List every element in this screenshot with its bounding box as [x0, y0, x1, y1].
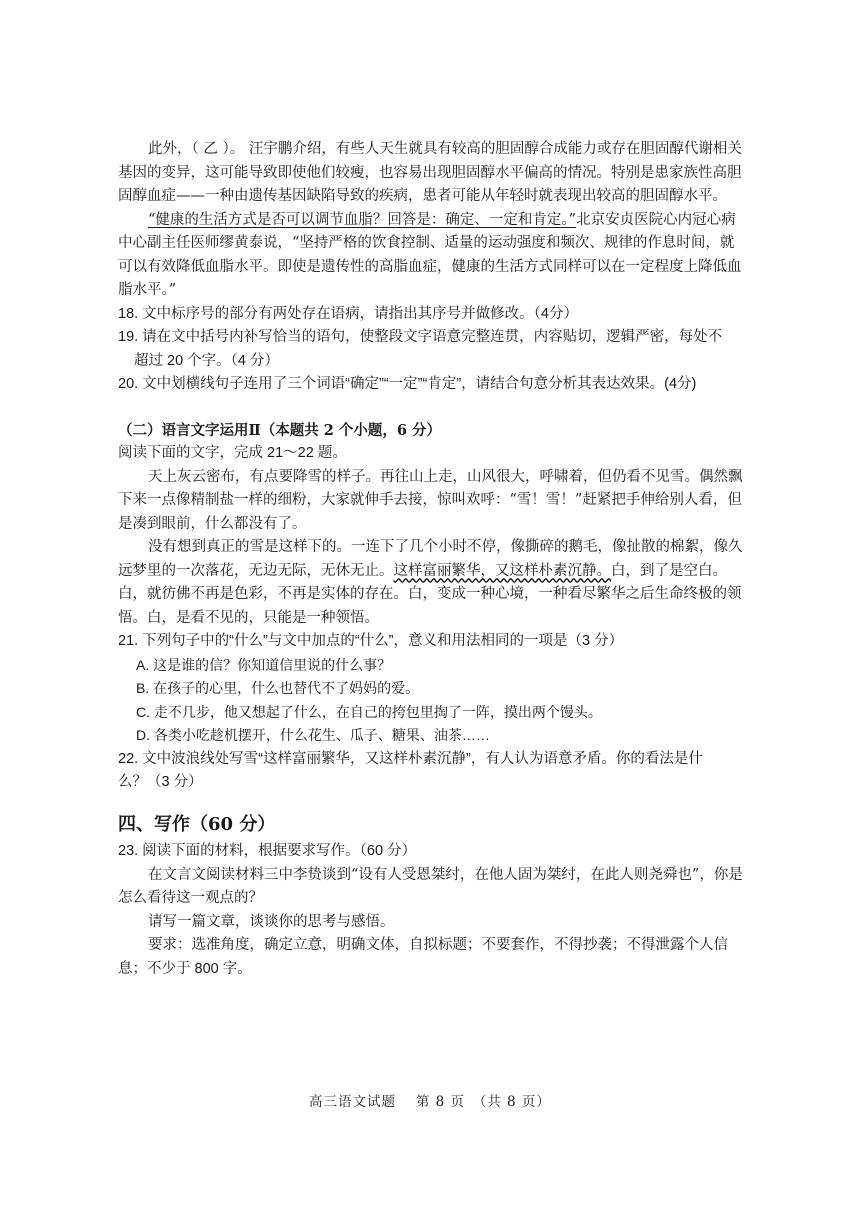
exam-page [118, 138, 746, 981]
writing-requirements: 要求：选准角度，确定立意，明确文体，自拟标题；不要套作，不得抄袭；不得泄露个人信息；不少于 800 字。 [118, 937, 728, 977]
question-18: 18. 文中标序号的部分有两处存在语病，请指出其序号并做修改。（4分） [118, 305, 578, 322]
reading-text: 白，到了是空白。白，就彷佛不再是色彩，不再是实体的存在。白，变成一种心境，一种看尽繁华之后生命终极的领悟。白，是看不见的，只能是一种领悟。 [118, 562, 742, 626]
question-23: 23. 阅读下面的材料，根据要求写作。（60 分） [118, 843, 417, 859]
option-d: D. 各类小吃趁机摆开，什么花生、瓜子、糖果、油茶…… [136, 727, 490, 743]
section-2-title: （二）语言文字运用Ⅱ（本题共 2 个小题，6 分） [118, 421, 442, 439]
option-c: C. 走不几步，他又想起了什么，在自己的挎包里掏了一阵，摸出两个馒头。 [136, 703, 602, 720]
option-b: B. 在孩子的心里，什么也替代不了妈妈的爱。 [136, 680, 420, 696]
question-19-cont: 超过 20 个字。（4 分） [134, 352, 280, 369]
writing-task: 请写一篇文章，谈谈你的思考与感悟。 [148, 913, 395, 930]
wavy-sentence: 这样富丽繁华，又这样朴素沉静。 [393, 562, 611, 579]
question-19: 19. 请在文中括号内补写恰当的语句，使整段文字语意完整连贯，内容贴切，逻辑严密，每处不 [118, 329, 723, 345]
section-4-title: 四、写作（60 分） [118, 813, 276, 835]
writing-material: 在文言文阅读材料三中李贽谈到“设有人受恩桀纣，在他人固为桀纣，在此人则尧舜也”，你是怎么看待这一观点的？ [118, 866, 743, 906]
question-20: 20. 文中划横线句子连用了三个词语“确定”“一定”“肯定”，请结合句意分析其表达效果。(4分) [118, 376, 697, 392]
section-2-intro: 阅读下面的文字，完成 21～22 题。 [118, 445, 347, 461]
reading-text: 没有想到真正的雪是这样下的。一连下了几个小时不停，像撕碎的鹅毛，像扯散的棉絮，像久远梦里的一次落花，无边无际，无休无止。 [118, 539, 743, 579]
passage-paragraph [118, 209, 746, 303]
reading-paragraph: 天上灰云密布，有点要降雪的样子。再往山上走，山风很大，呼啸着，但仍看不见雪。偶然飘下来一点像精制盐一样的细粉，大家就伸手去接，惊叫欢呼：“雪！雪！”赶紧把手伸给别人看，但是凑到眼前，什么都没有了。 [118, 468, 743, 532]
question-21: 21. 下列句子中的“什么”与文中加点的“什么”，意义和用法相同的一项是（3 分） [118, 633, 624, 649]
underlined-sentence: “健康的生活方式是否可以调节血脂？回答是：确定、一定和肯定。” [148, 211, 577, 228]
reading-paragraph [118, 536, 746, 630]
question-22: 22. 文中波浪线处写雪“这样富丽繁华，又这样朴素沉静”，有人认为语意矛盾。你的看法是什 [118, 750, 703, 767]
passage-text: 北京安贞医院心内冠心病中心副主任医师缪黄泰说，“坚持严格的饮食控制、适量的运动强度和频次、规律的作息时间，就可以有效降低血脂水平。即使是遗传性的高脂血症，健康的生活方式同样可以在一定程度上降低血脂水平。” [118, 211, 742, 298]
option-a: A. 这是谁的信？你知道信里说的什么事？ [136, 656, 392, 673]
passage-paragraph: 此外，（ 乙 ）。 汪宇鹏介绍，有些人天生就具有较高的胆固醇合成能力或存在胆固醇代谢相关基因的变异，这可能导致即使他们较瘦，也容易出现胆固醇水平偏高的情况。特别是患家族性高胆固醇血症——一种由遗传基因缺陷导致的疾病，患者可能从年轻时就表现出较高的胆固醇水平。 [118, 141, 742, 204]
question-22-cont: 么？（3 分） [118, 774, 203, 790]
page-footer: 高三语文试题 第 8 页 （共 8 页） [309, 1094, 551, 1110]
